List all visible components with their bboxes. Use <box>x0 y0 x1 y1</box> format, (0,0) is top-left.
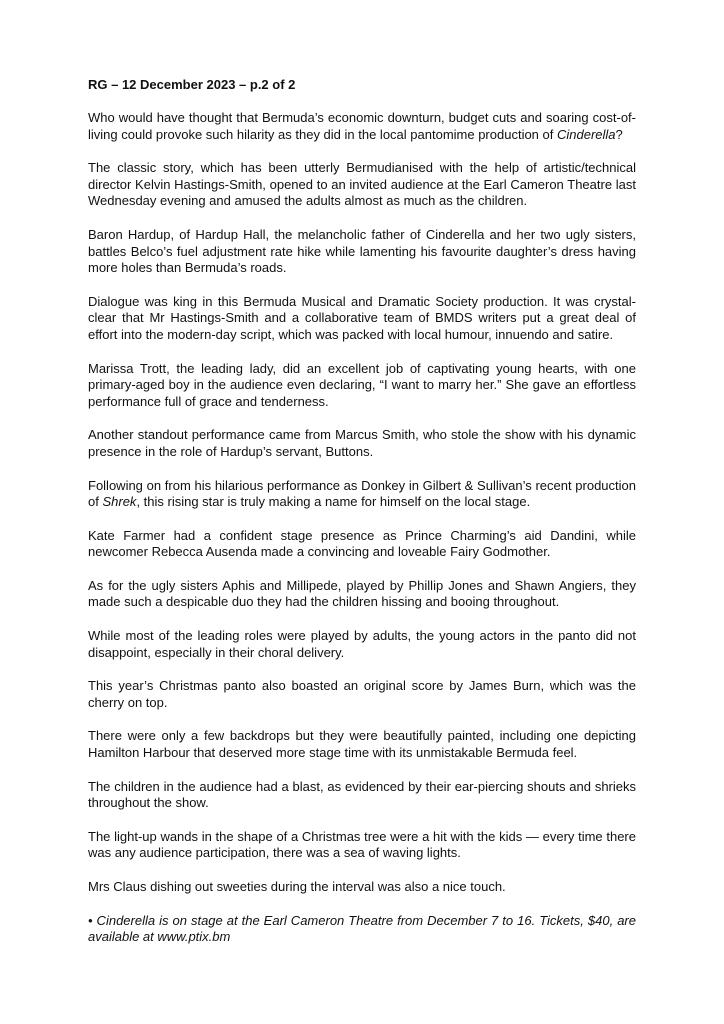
paragraph-3: Baron Hardup, of Hardup Hall, the melancholic father of Cinderella and her two ugly sisters, battles Belco’s fuel adjustment rate hike while lamenting his favourite daughter’s dress having more holes than Bermuda’s roads. <box>88 226 636 276</box>
paragraph-6: Another standout performance came from Marcus Smith, who stole the show with his dynamic presence in the role of Hardup’s servant, Buttons. <box>88 427 636 459</box>
paragraph-12: There were only a few backdrops but they were beautifully painted, including one depicting Hamilton Harbour that deserved more stage time with its unmistakable Bermuda feel. <box>88 728 636 761</box>
show-title-shrek: Shrek <box>102 494 137 510</box>
paragraph-intro-text: Who would have thought that Bermuda’s economic downturn, budget cuts and soaring cost-of-living could provoke such hilarity as they did in the local pantomime production of <box>88 110 636 142</box>
document-page <box>88 77 636 946</box>
paragraph-7 <box>88 478 636 511</box>
event-listing-footer: • Cinderella is on stage at the Earl Cameron Theatre from December 7 to 16. Tickets, $40, are available at www.ptix.bm <box>88 912 636 945</box>
paragraph-7-text: Following on from his hilarious performance as Donkey in Gilbert & Sullivan’s recent production of <box>88 477 636 510</box>
paragraph-9: As for the ugly sisters Aphis and Millipede, played by Phillip Jones and Shawn Angiers, they made such a despicable duo they had the children hissing and booing throughout. <box>88 577 636 610</box>
page-header: RG – 12 December 2023 – p.2 of 2 <box>88 77 296 92</box>
paragraph-4: Dialogue was king in this Bermuda Musical and Dramatic Society production. It was crystal-clear that Mr Hastings-Smith and a collaborative team of BMDS writers put a great deal of effort into the modern-day script, which was packed with local humour, innuendo and satire. <box>88 293 636 342</box>
show-title-cinderella: Cinderella <box>556 126 616 142</box>
paragraph-2: The classic story, which has been utterly Bermudianised with the help of artistic/technical director Kelvin Hastings-Smith, opened to an invited audience at the Earl Cameron Theatre last Wednesday evening and amused the adults almost as much as the children. <box>88 160 636 209</box>
paragraph-intro-end: ? <box>615 126 623 142</box>
paragraph-10: While most of the leading roles were played by adults, the young actors in the panto did not disappoint, especially in their choral delivery. <box>88 628 636 660</box>
paragraph-13: The children in the audience had a blast, as evidenced by their ear-piercing shouts and shrieks throughout the show. <box>88 778 636 811</box>
paragraph-intro <box>88 110 636 143</box>
paragraph-15: Mrs Claus dishing out sweeties during the interval was also a nice touch. <box>88 879 506 894</box>
paragraph-14: The light-up wands in the shape of a Christmas tree were a hit with the kids — every time there was any audience participation, there was a sea of waving lights. <box>88 828 636 861</box>
paragraph-5: Marissa Trott, the leading lady, did an excellent job of captivating young hearts, with one primary-aged boy in the audience even declaring, “I want to marry her.” She gave an effortless performance full of grace and tenderness. <box>88 360 636 409</box>
paragraph-7-end: , this rising star is truly making a name for himself on the local stage. <box>136 494 531 510</box>
paragraph-8: Kate Farmer had a confident stage presence as Prince Charming’s aid Dandini, while newcomer Rebecca Ausenda made a convincing and loveable Fairy Godmother. <box>88 527 636 560</box>
paragraph-11: This year’s Christmas panto also boasted an original score by James Burn, which was the cherry on top. <box>88 678 636 710</box>
